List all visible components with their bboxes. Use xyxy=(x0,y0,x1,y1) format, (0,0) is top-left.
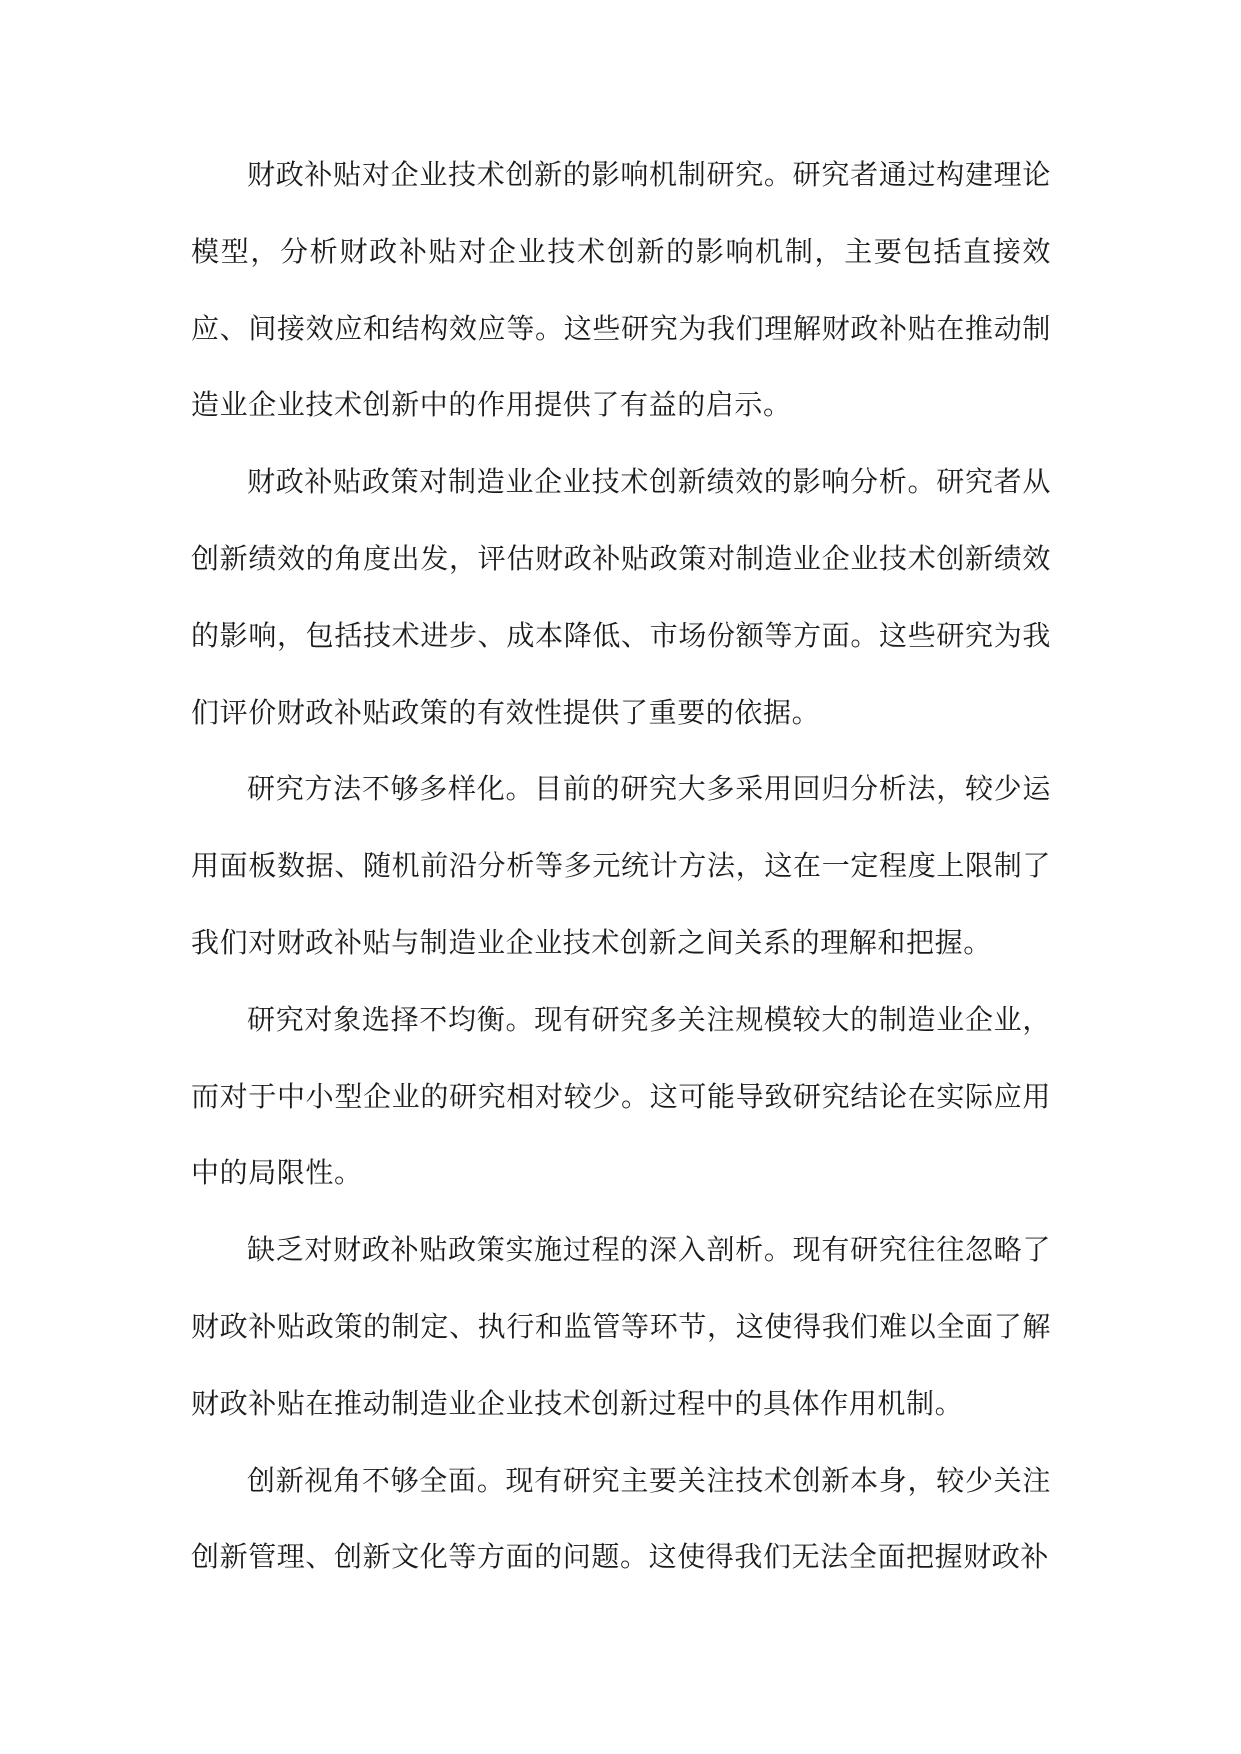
paragraph-research-subjects: 研究对象选择不均衡。现有研究多关注规模较大的制造业企业，而对于中小型企业的研究相对较少。这可能导致研究结论在实际应用中的局限性。 xyxy=(191,1002,1051,1190)
paragraph-innovation-perspective: 创新视角不够全面。现有研究主要关注技术创新本身，较少关注创新管理、创新文化等方面的问题。这使得我们无法全面把握财政补 xyxy=(191,1463,1051,1574)
paragraph-research-methods: 研究方法不够多样化。目前的研究大多采用回归分析法，较少运用面板数据、随机前沿分析等多元统计方法，这在一定程度上限制了我们对财政补贴与制造业企业技术创新之间关系的理解和把握。 xyxy=(191,772,1051,959)
document-body xyxy=(191,137,1051,1596)
paragraph-subsidy-mechanism: 财政补贴对企业技术创新的影响机制研究。研究者通过构建理论模型，分析财政补贴对企业技术创新的影响机制，主要包括直接效应、间接效应和结构效应等。这些研究为我们理解财政补贴在推动制造业企业技术创新中的作用提供了有益的启示。 xyxy=(191,158,1051,422)
paragraph-innovation-performance: 财政补贴政策对制造业企业技术创新绩效的影响分析。研究者从创新绩效的角度出发，评估财政补贴政策对制造业企业技术创新绩效的影响，包括技术进步、成本降低、市场份额等方面。这些研究为我们评价财政补贴政策的有效性提供了重要的依据。 xyxy=(191,465,1051,729)
paragraph-policy-implementation: 缺乏对财政补贴政策实施过程的深入剖析。现有研究往往忽略了财政补贴政策的制定、执行和监管等环节，这使得我们难以全面了解财政补贴在推动制造业企业技术创新过程中的具体作用机制。 xyxy=(191,1233,1051,1420)
